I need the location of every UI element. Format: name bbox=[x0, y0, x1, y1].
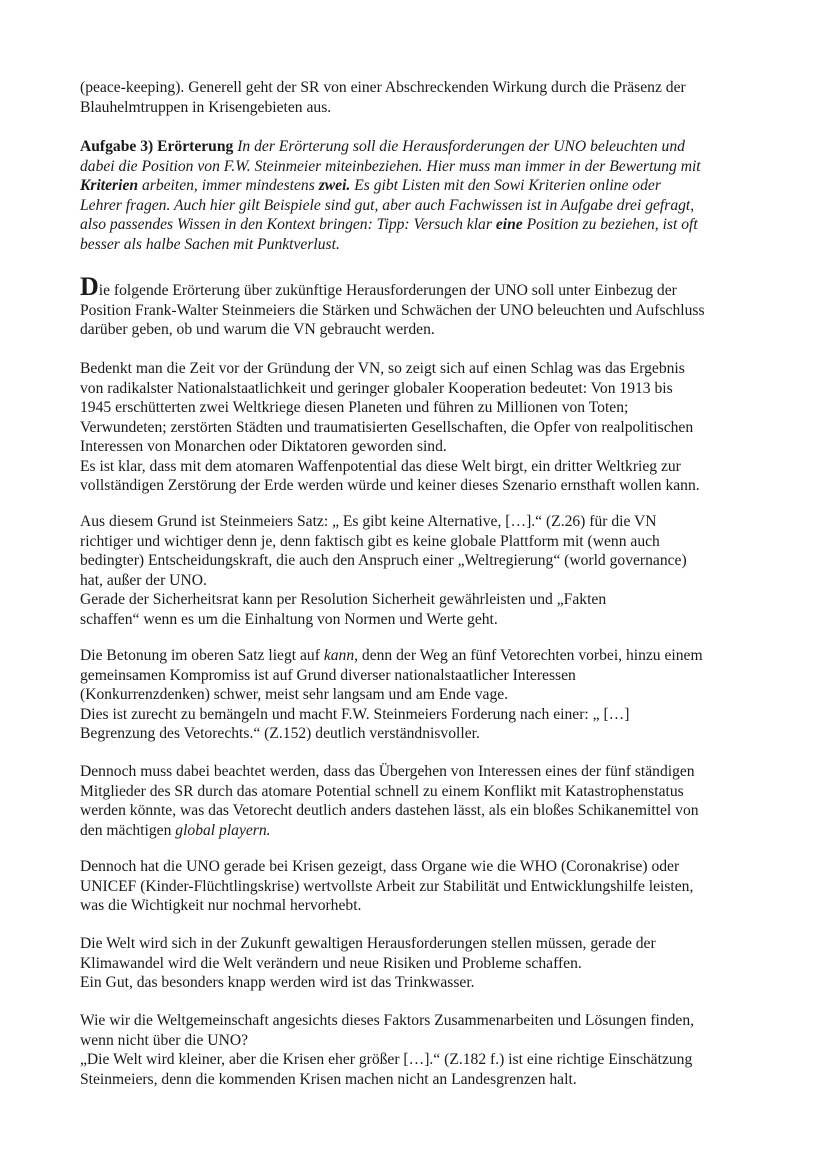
task-text: In der Erörterung soll die Herausforderungen der UNO beleuchten und bbox=[237, 138, 685, 155]
text-line: von radikalster Nationalstaatlichkeit und geringer globaler Kooperation bedeutet: Von 1913 bis bbox=[80, 379, 673, 397]
task-text: Lehrer fragen. Auch hier gilt Beispiele sind gut, aber auch Fachwissen ist in Aufgabe drei gefragt, bbox=[80, 196, 695, 214]
task-text: Position zu beziehen, ist oft bbox=[526, 216, 698, 233]
text-line bbox=[80, 196, 770, 216]
text-line: Dennoch muss dabei beachtet werden, dass das Übergehen von Interessen eines der fünf ständigen bbox=[80, 763, 695, 780]
essay-paragraph-8 bbox=[80, 1011, 770, 1089]
text: ie folgende Erörterung über zukünftige Herausforderungen der UNO soll unter Einbezug der bbox=[98, 282, 677, 299]
task-text: besser als halbe Sachen mit Punktverlust. bbox=[80, 235, 340, 253]
text-line bbox=[80, 646, 770, 666]
text-line: Blauhelmtruppen in Krisengebieten aus. bbox=[80, 98, 332, 116]
text-line: Ein Gut, das besonders knapp werden wird ist das Trinkwasser. bbox=[80, 974, 475, 991]
essay-paragraph-7 bbox=[80, 934, 770, 993]
text-line: Dies ist zurecht zu bemängeln und macht F.W. Steinmeiers Forderung nach einer: „ […] bbox=[80, 705, 630, 723]
text: Die Betonung im oberen Satz liegt auf bbox=[80, 647, 320, 664]
text-line: (Konkurrenzdenken) schwer, meist sehr langsam und am Ende vage. bbox=[80, 686, 509, 703]
text-line: Gerade der Sicherheitsrat kann per Resolution Sicherheit gewährleisten und „Fakten bbox=[80, 591, 607, 608]
task-emphasis: zwei. bbox=[318, 177, 351, 194]
text-line: vollständigen Zerstörung der Erde werden würde und keiner dieses Szenario ernsthaft wollen kann. bbox=[80, 477, 700, 494]
text-line: werden könnte, was das Vetorecht deutlich anders dastehen lässt, als ein bloßes Schikanemittel von bbox=[80, 802, 699, 819]
text-line: Interessen von Monarchen oder Diktatoren geworden sind. bbox=[80, 438, 447, 455]
text-line: Bedenkt man die Zeit vor der Gründung der VN, so zeigt sich auf einen Schlag was das Ergebnis bbox=[80, 360, 685, 377]
text-line: Steinmeiers, denn die kommenden Krisen machen nicht an Landesgrenzen halt. bbox=[80, 1070, 577, 1088]
text-line: Wie wir die Weltgemeinschaft angesichts dieses Faktors Zusammenarbeiten und Lösungen finden, bbox=[80, 1012, 695, 1029]
text-line: Mitglieder des SR durch das atomare Potential schnell zu einem Konflikt mit Katastrophenstatus bbox=[80, 782, 684, 800]
text-line: „Die Welt wird kleiner, aber die Krisen eher größer […].“ (Z.182 f.) ist eine richtige Einschätzung bbox=[80, 1051, 693, 1068]
text: , denn der Weg an fünf Vetorechten vorbei, hinzu einem bbox=[354, 647, 703, 664]
task-heading: Aufgabe 3) Erörterung bbox=[80, 138, 234, 155]
text-line: gemeinsamen Kompromiss ist auf Grund diverser nationalstaatlicher Interessen bbox=[80, 666, 576, 684]
task-text: also passendes Wissen in den Kontext bringen: Tipp: Versuch klar bbox=[80, 216, 492, 233]
task-text: Es gibt Listen mit den Sowi Kriterien online oder bbox=[354, 177, 661, 194]
drop-cap: D bbox=[80, 272, 99, 301]
text-line: Begrenzung des Vetorechts.“ (Z.152) deutlich verständnisvoller. bbox=[80, 725, 480, 742]
text-line: Aus diesem Grund ist Steinmeiers Satz: „ Es gibt keine Alternative, […].“ (Z.26) für die VN bbox=[80, 513, 657, 530]
text-line: Verwundeten; zerstörten Städten und traumatisierten Gesellschaften, die Opfer von realpolitischen bbox=[80, 418, 694, 436]
text-line: Position Frank-Walter Steinmeiers die Stärken und Schwächen der UNO beleuchten und Aufschluss bbox=[80, 301, 705, 319]
text-line: Dennoch hat die UNO gerade bei Krisen gezeigt, dass Organe wie die WHO (Coronakrise) oder bbox=[80, 858, 680, 875]
text-line bbox=[80, 176, 770, 196]
text-line bbox=[80, 821, 770, 841]
text-line: (peace-keeping). Generell geht der SR von einer Abschreckenden Wirkung durch die Präsenz der bbox=[80, 79, 686, 96]
task-text: dabei die Position von F.W. Steinmeier miteinbeziehen. Hier muss man immer in der Bewertung mit bbox=[80, 157, 701, 175]
text-line bbox=[80, 215, 770, 235]
task-emphasis: Kriterien bbox=[80, 177, 139, 194]
italic-emphasis: kann bbox=[323, 647, 355, 664]
essay-paragraph-6 bbox=[80, 857, 770, 916]
text-line: bedingter) Entscheidungskraft, die auch den Anspruch einer „Weltregierung“ (world governance) bbox=[80, 552, 687, 569]
essay-paragraph-3 bbox=[80, 512, 770, 629]
text-line: Die Welt wird sich in der Zukunft gewaltigen Herausforderungen stellen müssen, gerade der bbox=[80, 935, 656, 952]
italic-emphasis: global playern. bbox=[175, 821, 271, 839]
text-line: was die Wichtigkeit nur nochmal hervorhebt. bbox=[80, 897, 362, 914]
intro-paragraph bbox=[80, 78, 770, 117]
task-paragraph bbox=[80, 137, 770, 254]
text-line: Klimawandel wird die Welt verändern und neue Risiken und Probleme schaffen. bbox=[80, 954, 582, 972]
text-line: richtiger und wichtiger denn je, denn faktisch gibt es keine globale Plattform mit (wenn auch bbox=[80, 532, 660, 550]
text-line: UNICEF (Kinder-Flüchtlingskrise) wertvollste Arbeit zur Stabilität und Entwicklungshilfe leisten, bbox=[80, 877, 694, 895]
task-emphasis: eine bbox=[495, 216, 523, 233]
text-line bbox=[80, 272, 770, 301]
text-line: darüber geben, ob und warum die VN gebraucht werden. bbox=[80, 321, 435, 338]
text-line bbox=[80, 137, 770, 157]
text: den mächtigen bbox=[80, 821, 172, 839]
essay-paragraph-2 bbox=[80, 359, 770, 496]
text-line bbox=[80, 235, 770, 255]
text-line: wenn nicht über die UNO? bbox=[80, 1031, 249, 1049]
essay-paragraph-4 bbox=[80, 646, 770, 744]
text-line: Es ist klar, dass mit dem atomaren Waffenpotential das diese Welt birgt, ein dritter Weltkrieg zur bbox=[80, 457, 681, 475]
essay-paragraph-5 bbox=[80, 762, 770, 840]
text-line: schaffen“ wenn es um die Einhaltung von Normen und Werte geht. bbox=[80, 610, 498, 628]
essay-paragraph-1 bbox=[80, 272, 770, 340]
text-line: hat, außer der UNO. bbox=[80, 571, 207, 589]
task-text: arbeiten, immer mindestens bbox=[141, 177, 315, 194]
text-line: 1945 erschütterten zwei Weltkriege diesen Planeten und führen zu Millionen von Toten; bbox=[80, 399, 629, 416]
text-line bbox=[80, 157, 770, 177]
